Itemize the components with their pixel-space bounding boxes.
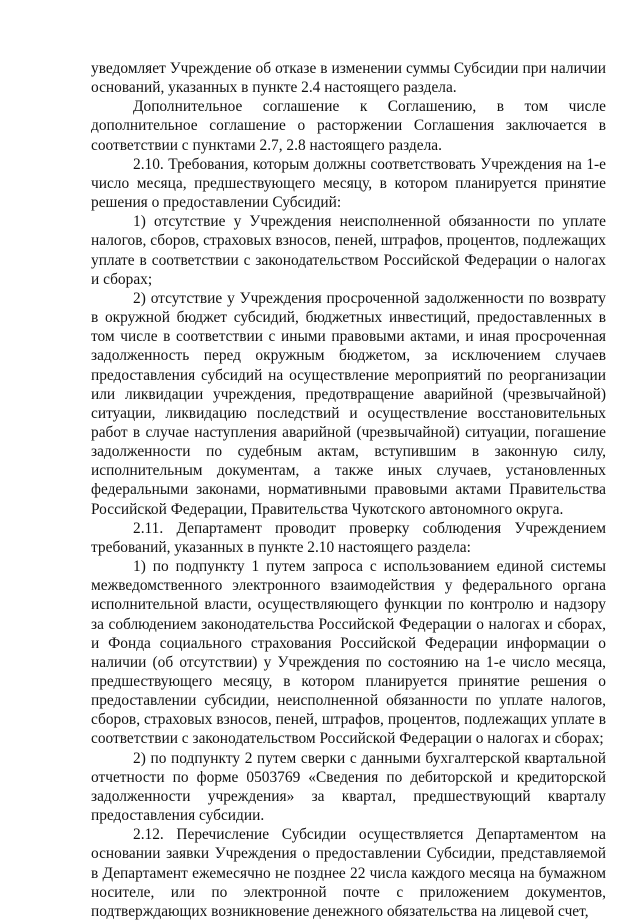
paragraph-2-10-item-1: 1) отсутствие у Учреждения неисполненной обязанности по уплате налогов, сборов, страховых взносов, пеней, штрафов, процентов, подлежащих уплате в соответствии с законодательством Российской Федерации о налогах и сборах;	[91, 213, 606, 288]
paragraph-2-11-item-1: 1) по подпункту 1 путем запроса с использованием единой системы межведомственного электронного взаимодействия у федерального органа исполнительной власти, осуществляющего функции по контролю и надзору за соблюдением законодательства Российской Федерации о налогах и сборах, и Фонда социального страхования Российской Федерации информации о наличии (об отсутствии) у Учреждения по состоянию на 1-е число месяца, предшествующего месяцу, в котором планируется принятие решения о предоставлении субсидии, неисполненной обязанности по уплате налогов, сборов, страховых взносов, пеней, штрафов, процентов, подлежащих уплате в соответствии с законодательством Российской Федерации о налогах и сборах;	[91, 558, 606, 748]
paragraph-continuation: уведомляет Учреждение об отказе в изменении суммы Субсидии при наличии оснований, указанных в пункте 2.4 настоящего раздела.	[91, 60, 606, 97]
paragraph-2-11-item-2: 2) по подпункту 2 путем сверки с данными бухгалтерской квартальной отчетности по форме 0503769 «Сведения по дебиторской и кредиторской задолженности учреждения» за квартал, предшествующий кварталу предоставления субсидии.	[91, 749, 606, 825]
paragraph-2-10: 2.10. Требования, которым должны соответствовать Учреждения на 1-е число месяца, предшествующего месяцу, в котором планируется принятие решения о предоставлении Субсидий:	[91, 155, 606, 212]
paragraph-2-12: 2.12. Перечисление Субсидии осуществляется Департаментом на основании заявки Учреждения о предоставлении Субсидии, представляемой в Департамент ежемесячно не позднее 22 числа каждого месяца на бумажном носителе, или по электронной почте с приложением документов, подтверждающих возникновение денежного обязательства на лицевой счет,	[91, 826, 606, 920]
paragraph-2-11: 2.11. Департамент проводит проверку соблюдения Учреждением требований, указанных в пункте 2.10 настоящего раздела:	[91, 519, 606, 556]
paragraph-additional-agreement: Дополнительное соглашение к Соглашению, в том числе дополнительное соглашение о расторжении Соглашения заключается в соответствии с пунктами 2.7, 2.8 настоящего раздела.	[91, 98, 606, 154]
paragraph-2-10-item-2: 2) отсутствие у Учреждения просроченной задолженности по возврату в окружной бюджет субсидий, бюджетных инвестиций, предоставленных в том числе в соответствии с иными правовыми актами, и иная просроченная задолженность перед окружным бюджетом, за исключением случаев предоставления субсидий на осуществление мероприятий по реорганизации или ликвидации учреждения, предотвращение аварийной (чрезвычайной) ситуации, ликвидацию последствий и осуществление восстановительных работ в случае наступления аварийной (чрезвычайной) ситуации, погашение задолженности по судебным актам, вступившим в законную силу, исполнительным документам, а также иных случаев, установленных федеральными законами, нормативными правовыми актами Правительства Российской Федерации, Правительства Чукотского автономного округа.	[91, 289, 606, 518]
